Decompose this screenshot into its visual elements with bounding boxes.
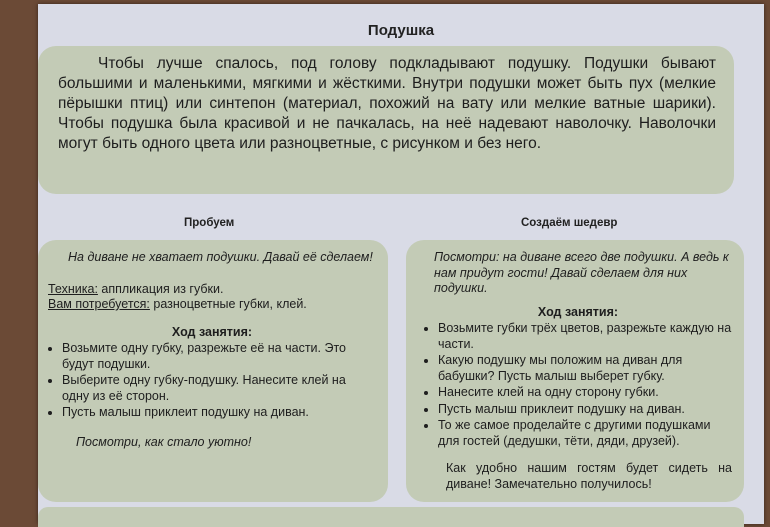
left-intro: На диване не хватает подушки. Давай её сделаем! [68,250,373,264]
list-item: • Пусть малыш приклеит подушку на диван. [438,402,732,418]
list-item: • Возьмите губки трёх цветов, разрежьте каждую на части. [438,321,732,352]
list-item: • Выберите одну губку-подушку. Нанесите клей на одну из её сторон. [62,373,376,404]
right-intro: Посмотри: на диване всего две подушки. А ведь к нам придут гости! Давай сделаем для них подушки. [434,250,729,295]
technique-label: Техника: [48,281,98,296]
materials-value: разноцветные губки, клей. [149,297,307,311]
list-item: • Возьмите одну губку, разрежьте её на части. Это будут подушки. [62,341,376,372]
left-section-title: Пробуем [184,217,235,229]
right-steps-heading: Ход занятия: [537,304,619,319]
right-activity-box [406,240,744,502]
left-closing: Посмотри, как стало уютно! [76,434,252,449]
technique-line [48,282,376,298]
left-steps-list [48,341,376,421]
list-item: • Какую подушку мы положим на диван для бабушки? Пусть малыш выберет губку. [438,353,732,384]
right-steps-list [424,321,732,449]
technique-value: аппликация из губки. [97,281,224,296]
left-steps-heading: Ход занятия: [171,324,253,339]
intro-paragraph: Чтобы лучше спалось, под голову подкладывают подушку. Подушки бывают большими и маленькими, мягкими и жёсткими. Внутри подушки может быть пух (мелкие пёрышки птиц) или синтепон (материал, похожий на вату или мелкие ватные шарики). Чтобы подушка была красивой и не пачкалась, на неё надевают наволочку. Наволочки могут быть одного цвета или разноцветные, с рисунком и без него. [38,46,734,194]
list-item: • Нанесите клей на одну сторону губки. [438,385,732,401]
materials-line [48,297,376,313]
page-title: Подушка [367,22,435,39]
list-item: • Пусть малыш приклеит подушку на диван. [62,405,376,421]
right-closing: Как удобно нашим гостям будет сидеть на диване! Замечательно получилось! [446,461,732,491]
materials-label: Вам потребуется: [48,297,150,311]
left-activity-box [38,240,388,502]
worksheet-page [38,4,764,524]
next-section-strip [38,507,744,527]
list-item: • То же самое проделайте с другими подушками для гостей (дедушки, тёти, дяди, друзей). [438,418,732,449]
right-section-title: Создаём шедевр [521,217,618,229]
